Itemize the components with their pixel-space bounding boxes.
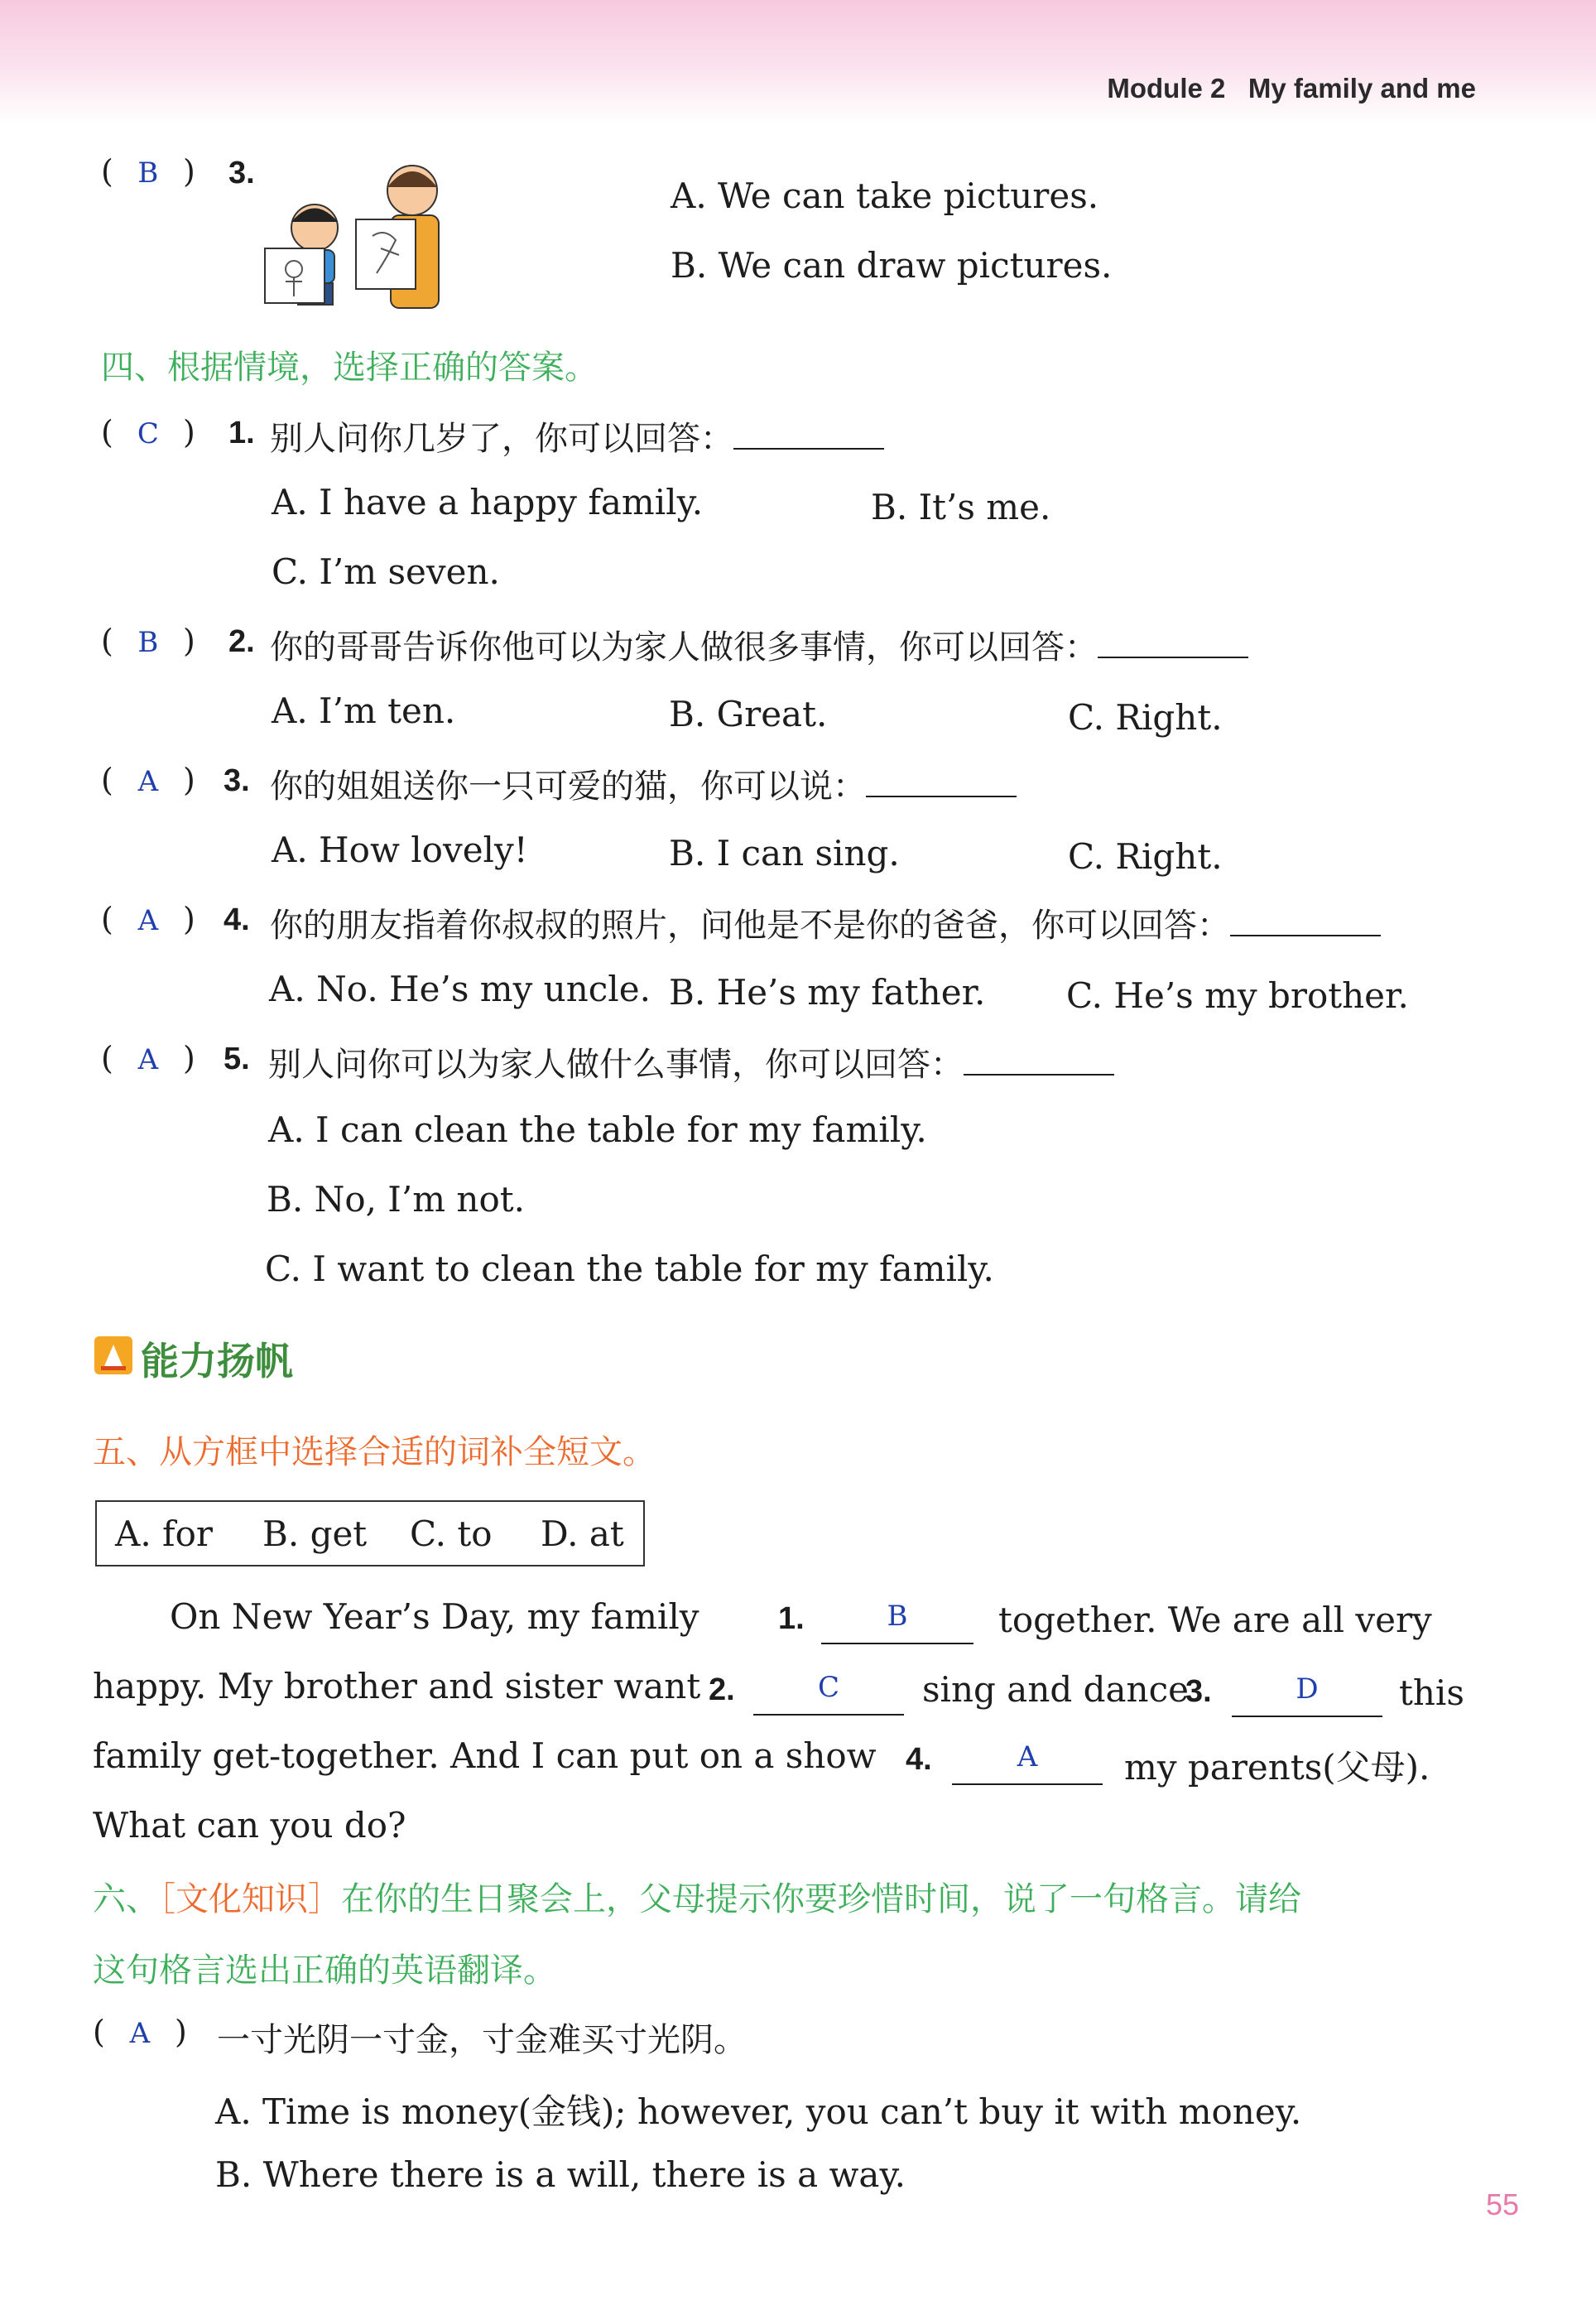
- answer-paren: ( C ): [101, 414, 195, 450]
- answer-text: A: [129, 2017, 151, 2050]
- section4-title: 四、根据情境，选择正确的答案。: [101, 349, 598, 387]
- question-number: 3.: [228, 156, 255, 190]
- passage-text: What can you do?: [93, 1805, 406, 1846]
- sail-icon: [93, 1335, 134, 1376]
- header-band: [0, 0, 1596, 124]
- answer-text: B: [887, 1600, 908, 1633]
- blank-number: 2.: [709, 1672, 735, 1707]
- answer-paren: ( A ): [101, 1040, 195, 1076]
- option-a: A. No. He’s my uncle.: [269, 969, 651, 1009]
- option-c: C. I want to clean the table for my family.: [265, 1249, 994, 1289]
- question-text: 你的姐姐送你一只可爱的猫，你可以说：: [270, 760, 1017, 807]
- answer-text: C: [137, 417, 159, 450]
- option-a: A. I can clean the table for my family.: [268, 1109, 927, 1150]
- word-option: A. for: [115, 1514, 213, 1554]
- word-option: C. to: [410, 1514, 493, 1554]
- answer-blank: [1098, 627, 1248, 658]
- question-number: 5.: [224, 1042, 250, 1076]
- answer-blank: [866, 766, 1017, 797]
- answer-paren: ( A ): [101, 901, 195, 937]
- passage-text: family get-together. And I can put on a show: [93, 1735, 877, 1776]
- word-option: B. get: [262, 1514, 368, 1554]
- answer-text: D: [1296, 1672, 1319, 1706]
- section6-title-line2: 这句格言选出正确的英语翻译。: [93, 1951, 556, 1990]
- answer-text: B: [137, 156, 159, 190]
- section5-title: 五、从方框中选择合适的词补全短文。: [93, 1433, 656, 1471]
- blank-number: 4.: [906, 1742, 932, 1777]
- question-number: 2.: [228, 624, 255, 659]
- question-text: 别人问你几岁了，你可以回答：: [270, 412, 884, 460]
- answer-paren: ( A ): [93, 2014, 187, 2050]
- passage-text: this: [1399, 1672, 1464, 1713]
- passage-text: happy. My brother and sister want: [93, 1666, 701, 1706]
- culture-tag: ［文化知识］: [159, 1880, 341, 1918]
- option-a: A. Time is money(金钱); however, you can’t buy it with money.: [215, 2091, 1302, 2132]
- option-c: C. Right.: [1068, 697, 1223, 738]
- option-b: B. No, I’m not.: [267, 1179, 525, 1220]
- module-title: My family and me: [1247, 73, 1476, 103]
- question-text: 一寸光阴一寸金，寸金难买寸光阴。: [217, 2021, 747, 2059]
- option-a: A. How lovely!: [272, 830, 528, 870]
- question-number: 3.: [224, 763, 250, 798]
- passage-text: On New Year’s Day, my family: [170, 1596, 699, 1637]
- option-b: B. I can sing.: [669, 833, 900, 873]
- kids-drawing-illustration: [248, 157, 464, 315]
- answer-text: A: [137, 904, 159, 937]
- question-number: 4.: [224, 902, 250, 937]
- blank-number: 3.: [1185, 1674, 1212, 1709]
- header-module-title: [1107, 73, 1476, 104]
- ability-heading: 能力扬帆: [141, 1339, 293, 1384]
- option-b: B. It’s me.: [871, 487, 1051, 527]
- blank-number: 1.: [778, 1601, 805, 1636]
- answer-text: A: [1017, 1740, 1038, 1773]
- option-a: A. I’m ten.: [272, 691, 456, 731]
- answer-blank: [733, 418, 884, 450]
- passage-text: my parents(父母).: [1124, 1747, 1430, 1788]
- passage-text: together. We are all very: [998, 1600, 1432, 1640]
- option-a: A. I have a happy family.: [272, 482, 704, 522]
- question-text: 别人问你可以为家人做什么事情，你可以回答：: [268, 1038, 1114, 1085]
- option-c: C. I’m seven.: [272, 551, 500, 592]
- question-text: 你的哥哥告诉你他可以为家人做很多事情，你可以回答：: [270, 621, 1248, 668]
- answer-text: A: [137, 765, 159, 798]
- page-number: 55: [1486, 2187, 1520, 2221]
- answer-blank: [1230, 905, 1381, 936]
- answer-paren: ( B ): [101, 623, 195, 659]
- word-option: D. at: [541, 1514, 624, 1554]
- question-text: 你的朋友指着你叔叔的照片，问他是不是你的爸爸，你可以回答：: [270, 899, 1381, 946]
- question-number: 1.: [228, 416, 255, 450]
- word-box: [95, 1500, 645, 1566]
- passage-text: sing and dance: [922, 1669, 1189, 1710]
- section6-title: 六、［文化知识］在你的生日聚会上，父母提示你要珍惜时间，说了一句格言。请给: [93, 1880, 1301, 1918]
- option-c: C. Right.: [1068, 836, 1223, 877]
- option-b: B. We can draw pictures.: [671, 245, 1113, 286]
- answer-paren: ( A ): [101, 762, 195, 798]
- answer-paren: ( B ): [101, 153, 195, 190]
- answer-text: C: [817, 1671, 839, 1704]
- option-c: C. He’s my brother.: [1066, 975, 1409, 1016]
- option-b: B. Great.: [669, 694, 828, 734]
- option-a: A. We can take pictures.: [671, 176, 1099, 216]
- option-b: B. Where there is a will, there is a way.: [215, 2154, 906, 2195]
- answer-text: A: [137, 1043, 159, 1076]
- answer-text: B: [137, 626, 159, 659]
- module-label: Module 2: [1107, 73, 1226, 103]
- answer-blank: [964, 1044, 1114, 1076]
- option-b: B. He’s my father.: [669, 972, 986, 1013]
